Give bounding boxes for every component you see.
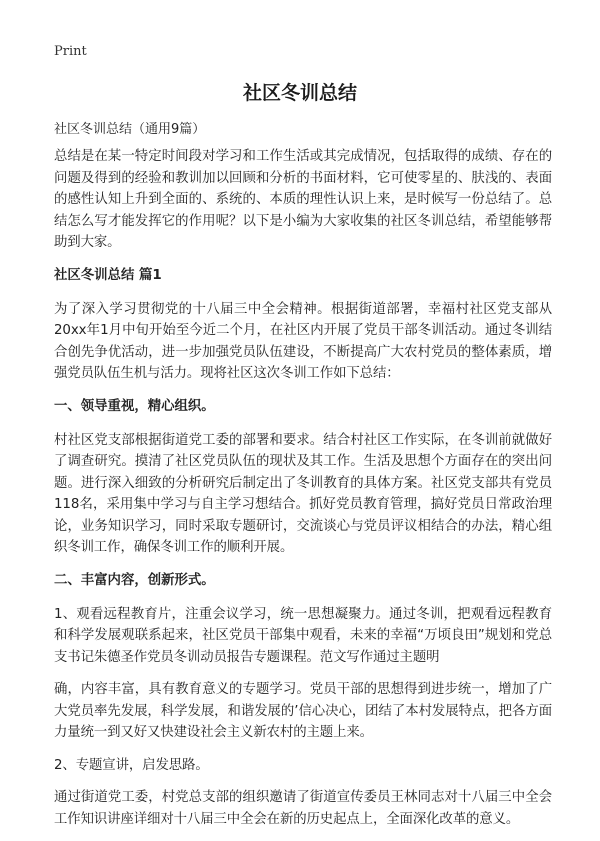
section-paragraph: 为了深入学习贯彻党的十八届三中全会精神。根据街道部署，幸福村社区党支部从20xx年1月中旬开始至今近二个月，在社区内开展了党员干部冬训活动。通过冬训结合创先争优活动，进一步加强党员队伍建设，不断提高广大农村党员的整体素质，增强党员队伍生机与活力。现将社区这次冬训工作如下总结： <box>54 301 552 381</box>
subsection-paragraph: 1、观看远程教育片，注重会议学习，统一思想凝聚力。通过冬训，把观看远程教育和科学发展观联系起来，社区党员干部集中观看，未来的幸福“万顷良田”规划和党总支书记朱德圣作党员冬训动员报告专题课程。范文写作通过主题明 <box>54 606 552 665</box>
subsection-paragraph: 确，内容丰富，具有教育意义的专题学习。党员干部的思想得到进步统一，增加了广大党员率先发展，科学发展，和谐发展的’信心决心，团结了本村发展特点，把各方面力量统一到又好又快建设社会主义新农村的主题上来。 <box>54 682 552 740</box>
subsection-heading: 一、领导重视，精心组织。 <box>54 398 215 414</box>
intro-paragraph: 总结是在某一特定时间段对学习和工作生活或其完成情况，包括取得的成绩、存在的问题及得到的经验和教训加以回顾和分析的书面材料，它可使零星的、肤浅的、表面的感性认知上升到全面的、系统的、本质的理性认识上来，是时候写一份总结了。总结怎么写才能发挥它的作用呢？以下是小编为大家收集的社区冬训总结，希望能够帮助到大家。 <box>54 149 552 250</box>
document-subtitle: 社区冬训总结（通用9篇） <box>54 122 206 137</box>
section-heading: 社区冬训总结 篇1 <box>54 267 162 283</box>
list-item: 2、专题宣讲，启发思路。 <box>54 757 209 773</box>
subsection-paragraph: 村社区党支部根据街道党工委的部署和要求。结合村社区工作实际，在冬训前就做好了调查研究。摸清了社区党员队伍的现状及其工作。生活及思想个方面存在的突出问题。进行深入细致的分析研究后制定出了冬训教育的具体方案。社区党支部共有党员118名，采用集中学习与自主学习想结合。抓好党员教育管理，搞好党员日常政治理论，业务知识学习，同时采取专题研讨，交流谈心与党员评议相结合的办法，精心组织冬训工作，确保冬训工作的顺利开展。 <box>54 432 552 555</box>
subsection-paragraph: 通过街道党工委，村党总支部的组织邀请了街道宣传委员王林同志对十八届三中全会工作知识讲座详细对十八届三中全会在新的历史起点上，全面深化改革的意义。 <box>54 790 552 827</box>
subsection-heading: 二、丰富内容，创新形式。 <box>54 572 215 588</box>
document-body <box>54 120 552 841</box>
print-link[interactable]: Print <box>54 44 87 59</box>
page-title: 社区冬训总结 <box>242 82 357 104</box>
